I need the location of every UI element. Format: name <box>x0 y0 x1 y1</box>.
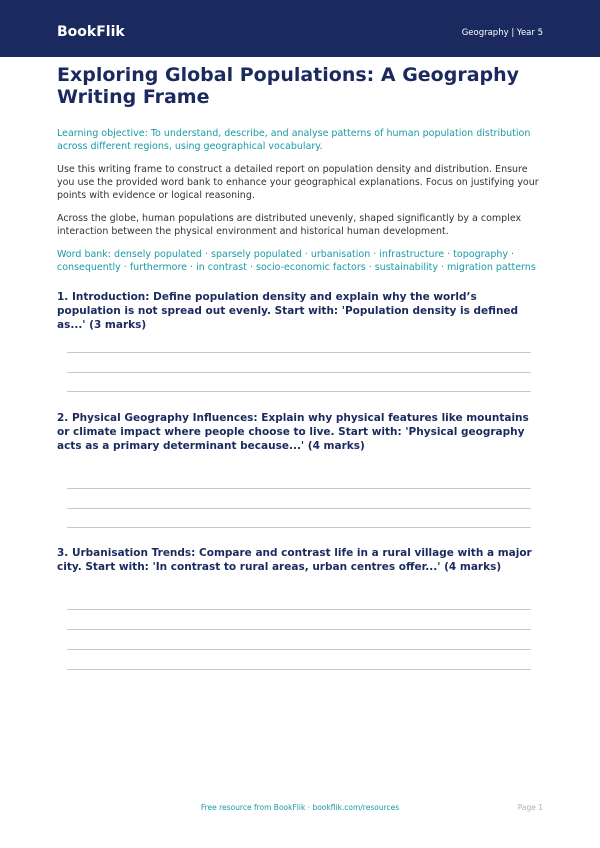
answer-line[interactable] <box>67 372 531 373</box>
question-1: 1. Introduction: Define population density and explain why the world’s population is not spread out evenly. Start with: 'Population density is defined as...' (3 marks) <box>57 291 519 331</box>
instructions-paragraph: Use this writing frame to construct a detailed report on population density and distribution. Ensure you use the provided word bank to enhance your geographical explanations. Focus on justifying your points with evidence or logical reasoning. <box>57 164 539 201</box>
footer-credit[interactable]: Free resource from BookFlik · bookflik.com/resources <box>200 803 400 812</box>
page-title: Exploring Global Populations: A Geography Writing Frame <box>57 64 520 108</box>
question-3: 3. Urbanisation Trends: Compare and contrast life in a rural village with a major city. Start with: 'In contrast to rural areas, urban centres offer...' (4 marks) <box>57 547 532 573</box>
intro-section <box>57 64 543 274</box>
answer-line[interactable] <box>67 488 531 489</box>
learning-objective: Learning objective: To understand, describe, and analyse patterns of human population distribution across different regions, using geographical vocabulary. <box>57 128 531 152</box>
answer-line[interactable] <box>67 669 531 670</box>
brand-logo[interactable]: BookFlik <box>57 24 125 40</box>
subject-year-label: Geography | Year 5 <box>461 28 543 38</box>
answer-line[interactable] <box>67 649 531 650</box>
context-paragraph: Across the globe, human populations are distributed unevenly, shaped significantly by a complex interaction between the physical environment and historical human development. <box>57 213 522 237</box>
answer-line[interactable] <box>67 629 531 630</box>
page-number: Page 1 <box>517 803 543 812</box>
answer-line[interactable] <box>67 391 531 392</box>
answer-line[interactable] <box>67 508 531 509</box>
answer-line[interactable] <box>67 352 531 353</box>
question-2: 2. Physical Geography Influences: Explain why physical features like mountains or climate impact where people choose to live. Start with: 'Physical geography acts as a primary determinant because...' (4 marks) <box>57 412 529 452</box>
answer-line[interactable] <box>67 609 531 610</box>
word-bank: Word bank: densely populated · sparsely populated · urbanisation · infrastructure · topography · consequently · furthermore · in contrast · socio-economic factors · sustainability · migration patterns <box>57 249 536 273</box>
answer-line[interactable] <box>67 527 531 528</box>
header-bar <box>0 0 600 57</box>
